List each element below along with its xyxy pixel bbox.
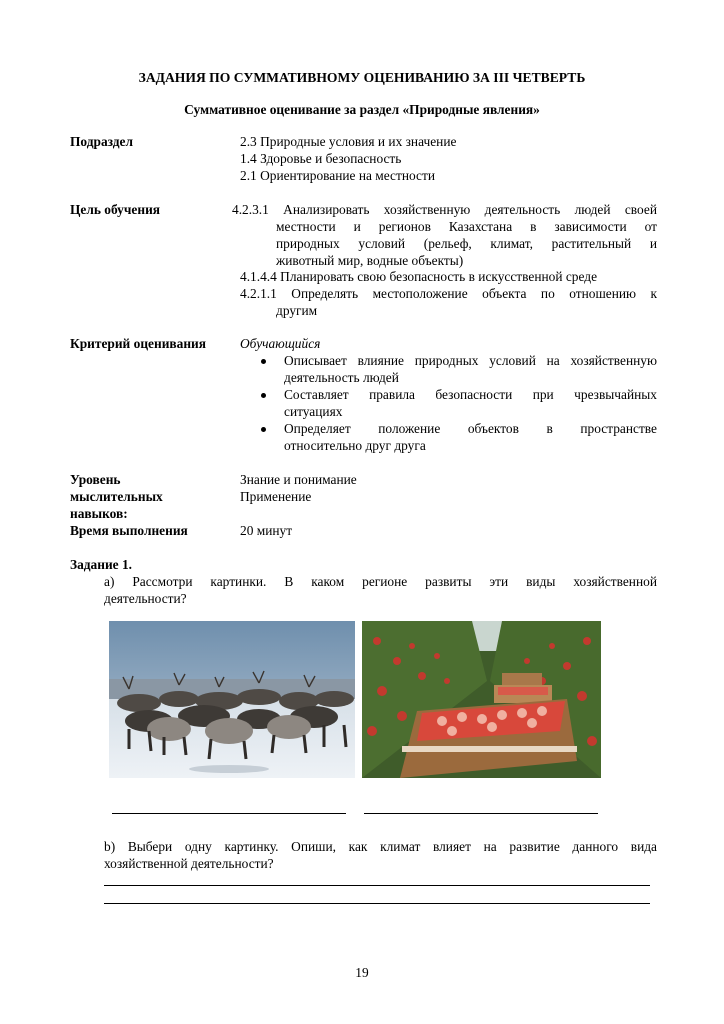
task-b-text: хозяйственной деятельности? — [104, 856, 274, 871]
reindeer-herd-photo — [109, 621, 355, 778]
subsection-label: Подраздел — [70, 134, 134, 149]
goal-line: животный мир, водные объекты) — [276, 253, 464, 268]
subsection-item: 1.4 Здоровье и безопасность — [240, 151, 402, 166]
level-value: Знание и понимание — [240, 472, 357, 487]
task-b-text: b) Выбери одну картинку. Опиши, как климат влияет на развитие данного вида — [104, 839, 657, 854]
goal-line: 4.1.4.4 Планировать свою безопасность в искусственной среде — [240, 269, 598, 284]
task-a-text: деятельности? — [104, 591, 187, 606]
goal-line: другим — [276, 303, 318, 318]
apple-harvest-photo — [362, 621, 601, 778]
level-label: мыслительных — [70, 489, 163, 504]
level-value: Применение — [240, 489, 312, 504]
goal-line: местности и регионов Казахстана в зависимости от — [276, 219, 657, 234]
answer-line[interactable] — [104, 903, 650, 904]
answer-line[interactable] — [104, 885, 650, 886]
bullet-icon — [261, 427, 266, 432]
page-number: 19 — [355, 965, 369, 980]
goal-line: 4.2.3.1 Анализировать хозяйственную деятельность людей своей — [232, 202, 657, 217]
criteria-label: Критерий оценивания — [70, 336, 207, 351]
answer-line[interactable] — [364, 813, 598, 814]
level-label: Уровень — [70, 472, 121, 487]
level-label: навыков: — [70, 506, 128, 521]
section-subtitle: Суммативное оценивание за раздел «Природные явления» — [184, 102, 540, 117]
bullet-icon — [261, 393, 266, 398]
criteria-line: Описывает влияние природных условий на хозяйственную — [284, 353, 657, 368]
criteria-line: Составляет правила безопасности при чрезвычайных — [284, 387, 657, 402]
task-title: Задание 1. — [70, 557, 132, 572]
criteria-line: ситуациях — [284, 404, 343, 419]
criteria-line: Определяет положение объектов в пространстве — [284, 421, 657, 436]
time-label: Время выполнения — [70, 523, 188, 538]
task-a-text: a) Рассмотри картинки. В каком регионе развиты эти виды хозяйственной — [104, 574, 657, 589]
goal-line: природных условий (рельеф, климат, растительный и — [276, 236, 657, 251]
page-title: ЗАДАНИЯ ПО СУММАТИВНОМУ ОЦЕНИВАНИЮ ЗА III ЧЕТВЕРТЬ — [138, 70, 586, 85]
answer-line[interactable] — [112, 813, 346, 814]
subsection-item: 2.3 Природные условия и их значение — [240, 134, 457, 149]
goal-label: Цель обучения — [70, 202, 161, 217]
criteria-line: относительно друг друга — [284, 438, 426, 453]
subsection-item: 2.1 Ориентирование на местности — [240, 168, 436, 183]
goal-line: 4.2.1.1 Определять местоположение объекта по отношению к — [240, 286, 657, 301]
criteria-line: деятельность людей — [284, 370, 399, 385]
criteria-intro: Обучающийся — [240, 336, 321, 351]
time-value: 20 минут — [240, 523, 293, 538]
bullet-icon — [261, 359, 266, 364]
